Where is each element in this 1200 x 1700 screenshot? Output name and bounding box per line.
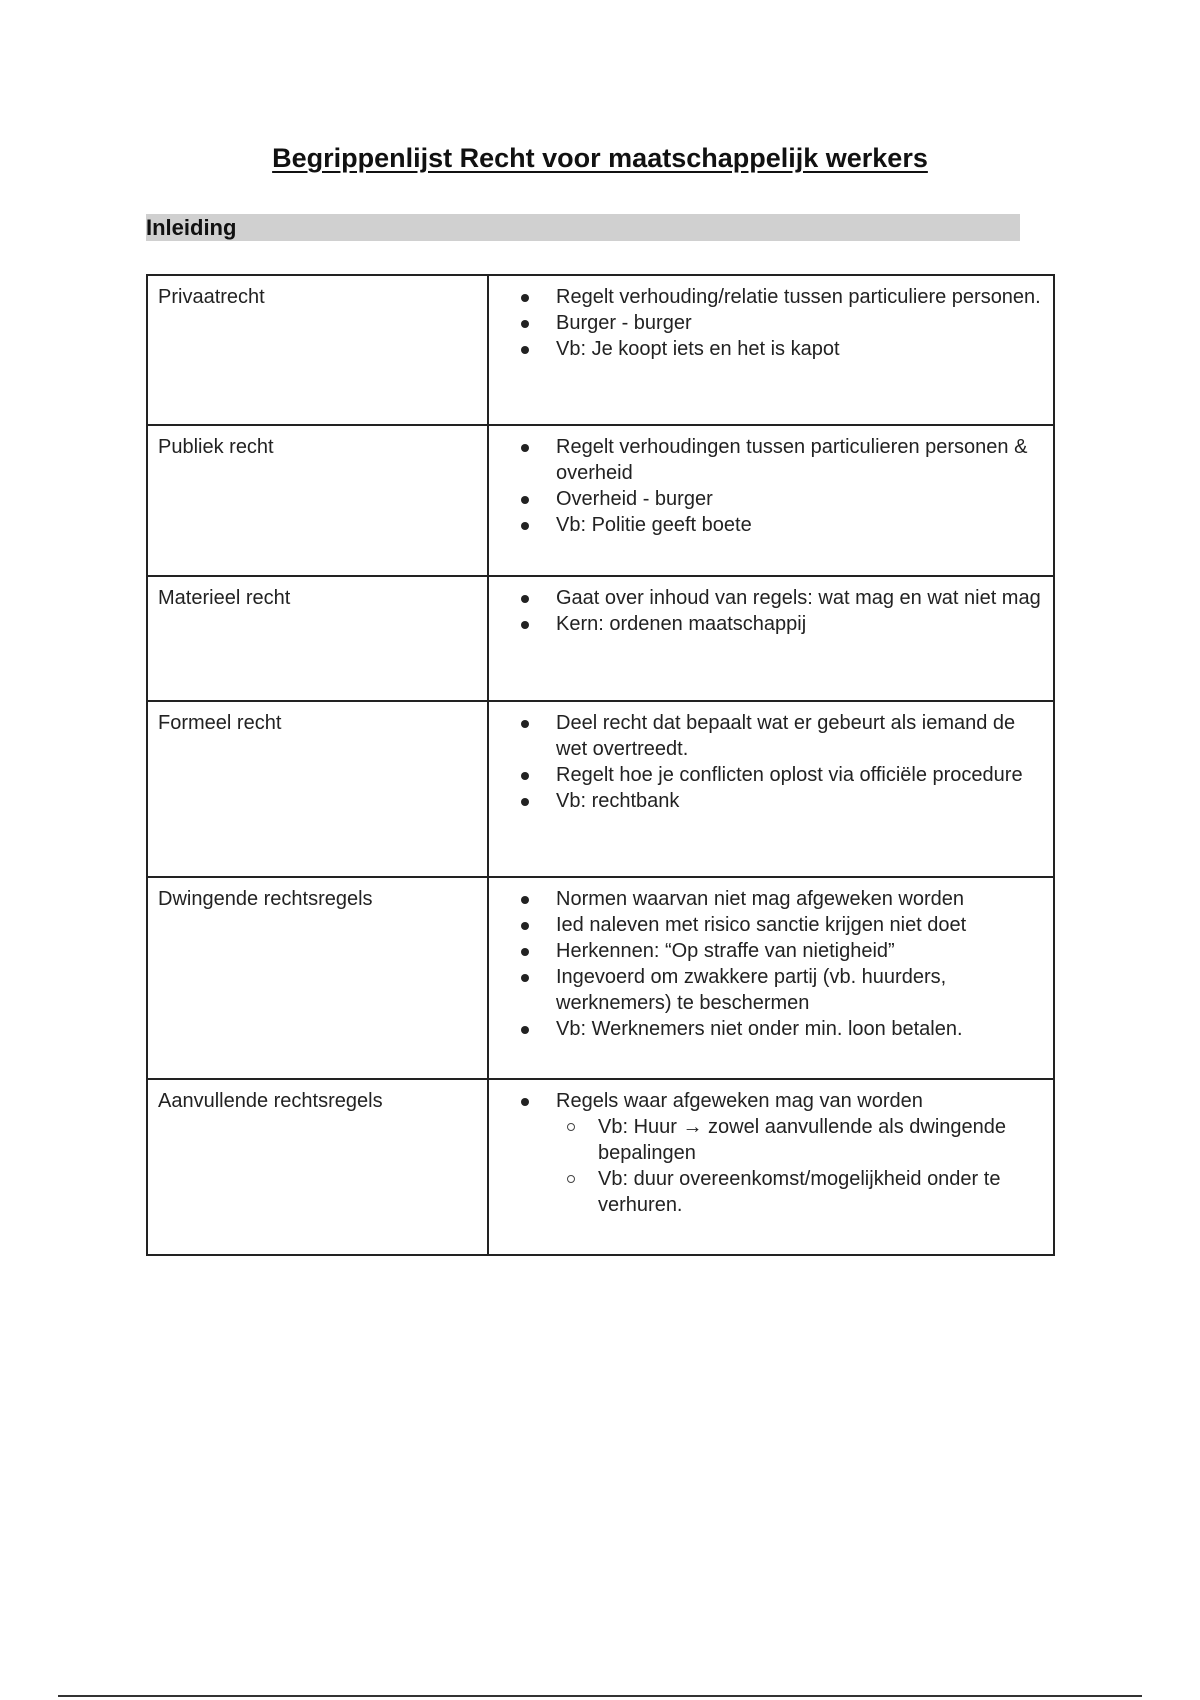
term-label: Materieel recht — [158, 587, 291, 609]
definition-item: Herkennen: “Op straffe van nietigheid” — [489, 938, 1043, 964]
definition-item: Gaat over inhoud van regels: wat mag en wat niet mag — [489, 585, 1043, 611]
definition-item: Vb: Politie geeft boete — [489, 512, 1043, 538]
definition-cell — [488, 425, 1054, 576]
definition-cell — [488, 576, 1054, 701]
term-label: Publiek recht — [158, 436, 274, 458]
term-cell — [147, 576, 488, 701]
sub-item: Vb: Huur → zowel aanvullende als dwingende bepalingen — [556, 1114, 1043, 1166]
definition-item: Vb: rechtbank — [489, 788, 1043, 814]
section-heading — [146, 214, 1020, 241]
definition-item: Overheid - burger — [489, 486, 1043, 512]
glossary-row — [147, 877, 1054, 1079]
definition-cell — [488, 877, 1054, 1079]
definition-item — [489, 1088, 1043, 1218]
term-label: Dwingende rechtsregels — [158, 888, 373, 910]
definition-list — [489, 434, 1043, 538]
glossary-row — [147, 275, 1054, 425]
definition-cell — [488, 275, 1054, 425]
glossary-row — [147, 701, 1054, 877]
definition-item: Ied naleven met risico sanctie krijgen niet doet — [489, 912, 1043, 938]
glossary-table — [146, 274, 1055, 1256]
term-cell — [147, 877, 488, 1079]
bottom-divider — [58, 1695, 1142, 1697]
document-title: Begrippenlijst Recht voor maatschappelijk werkers — [272, 143, 928, 173]
definition-item: Regelt verhouding/relatie tussen particuliere personen. — [489, 284, 1043, 310]
definition-list — [489, 710, 1043, 814]
definition-item: Deel recht dat bepaalt wat er gebeurt als iemand de wet overtreedt. — [489, 710, 1043, 762]
definition-cell — [488, 701, 1054, 877]
definition-item: Normen waarvan niet mag afgeweken worden — [489, 886, 1043, 912]
term-cell — [147, 701, 488, 877]
definition-item: Kern: ordenen maatschappij — [489, 611, 1043, 637]
definition-item: Vb: Werknemers niet onder min. loon betalen. — [489, 1016, 1043, 1042]
definition-list — [489, 284, 1043, 362]
definition-cell — [488, 1079, 1054, 1255]
definition-list — [489, 1088, 1043, 1218]
glossary-row — [147, 576, 1054, 701]
sub-list — [556, 1114, 1043, 1218]
glossary-row — [147, 425, 1054, 576]
definition-item: Burger - burger — [489, 310, 1043, 336]
definition-item: Vb: Je koopt iets en het is kapot — [489, 336, 1043, 362]
definition-item-text: Regels waar afgeweken mag van worden — [556, 1090, 923, 1112]
term-cell — [147, 425, 488, 576]
definition-item: Regelt verhoudingen tussen particulieren personen & overheid — [489, 434, 1043, 486]
definition-item: Regelt hoe je conflicten oplost via officiële procedure — [489, 762, 1043, 788]
term-label: Privaatrecht — [158, 286, 265, 308]
glossary-row — [147, 1079, 1054, 1255]
sub-item: Vb: duur overeenkomst/mogelijkheid onder te verhuren. — [556, 1166, 1043, 1218]
term-label: Aanvullende rechtsregels — [158, 1090, 383, 1112]
definition-list — [489, 585, 1043, 637]
term-label: Formeel recht — [158, 712, 282, 734]
definition-list — [489, 886, 1043, 1042]
definition-item: Ingevoerd om zwakkere partij (vb. huurders, werknemers) te beschermen — [489, 964, 1043, 1016]
term-cell — [147, 275, 488, 425]
section-heading-label: Inleiding — [146, 215, 237, 240]
term-cell — [147, 1079, 488, 1255]
